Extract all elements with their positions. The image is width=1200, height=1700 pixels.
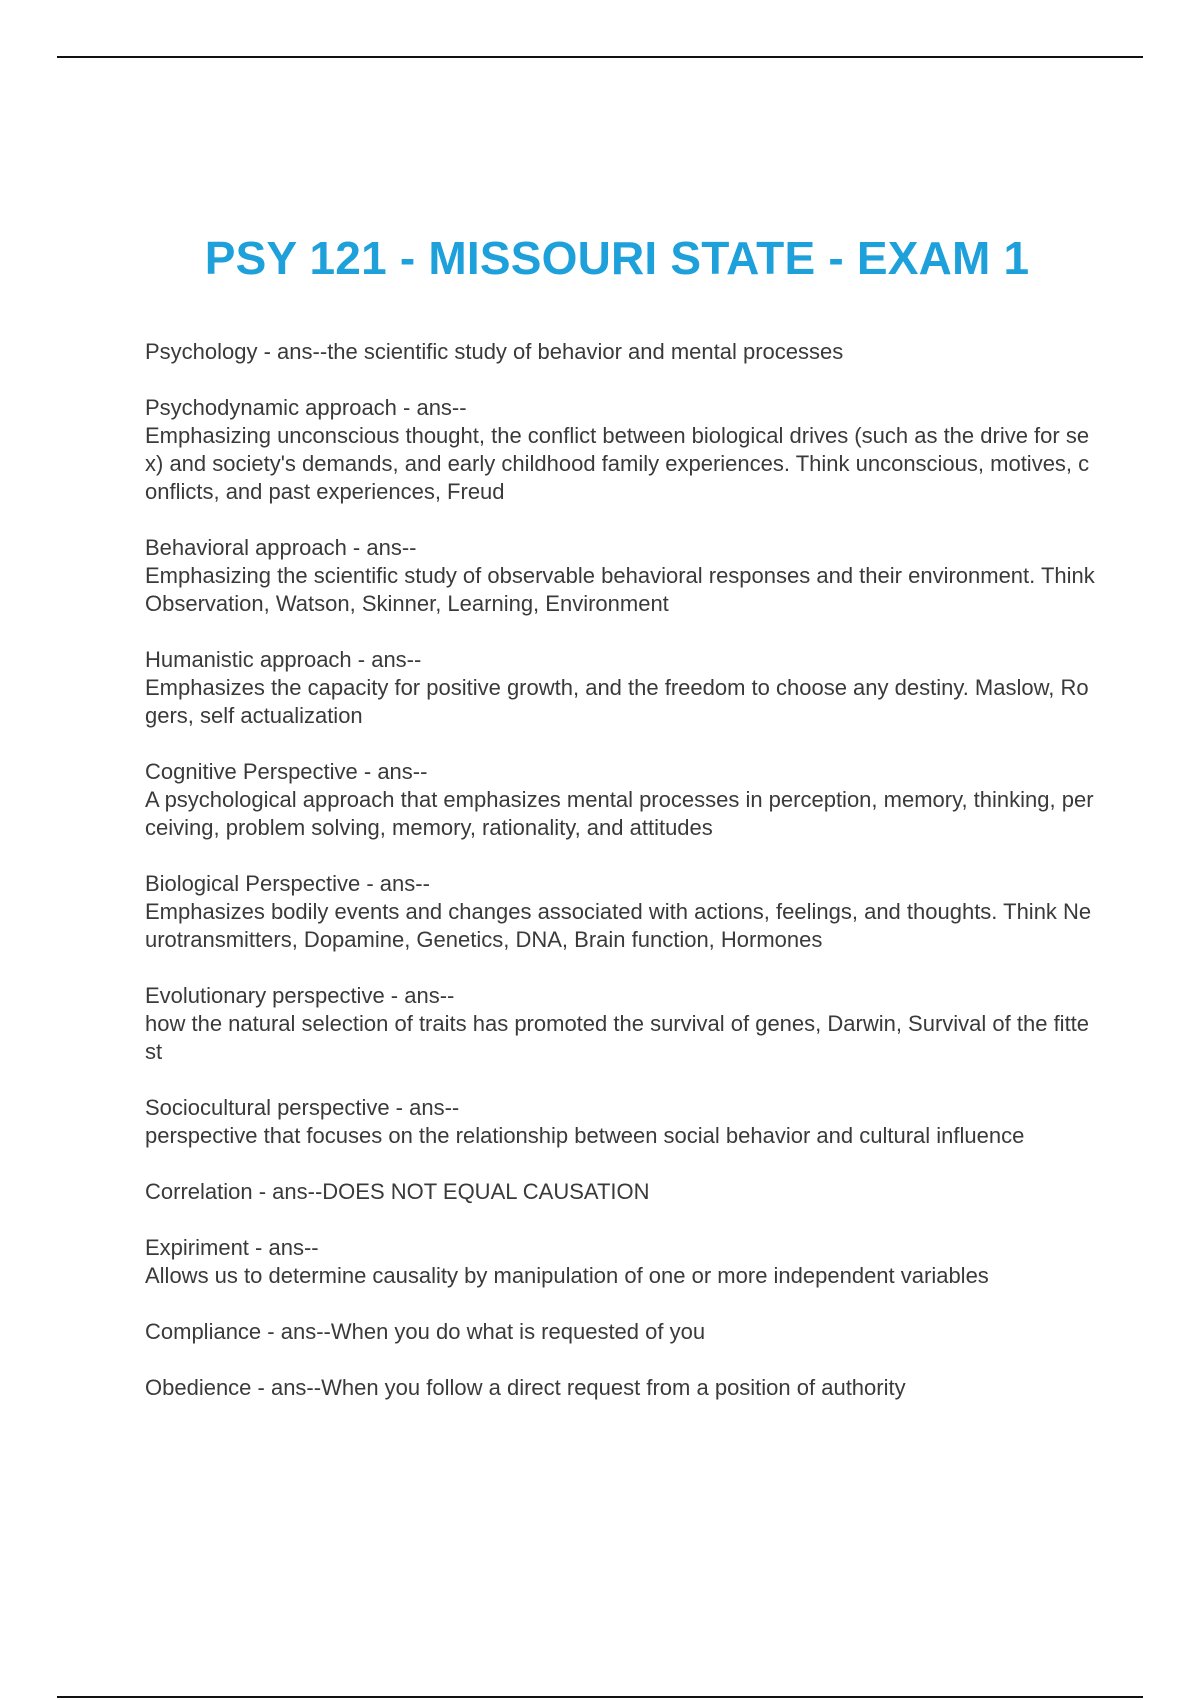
list-item <box>145 534 1095 618</box>
entry-term: Sociocultural perspective - ans-- <box>145 1095 460 1120</box>
bottom-divider <box>57 1696 1143 1698</box>
entry-definition: When you do what is requested of you <box>330 1319 706 1344</box>
list-item <box>145 1234 1095 1290</box>
entry-term: Correlation - ans-- <box>145 1179 323 1204</box>
list-item <box>145 1318 1095 1346</box>
entry-term: Psychology - ans-- <box>145 339 328 364</box>
list-item <box>145 758 1095 842</box>
entry-term: Cognitive Perspective - ans-- <box>145 759 428 784</box>
list-item <box>145 1374 1095 1402</box>
top-divider <box>57 56 1143 58</box>
entry-term: Evolutionary perspective - ans-- <box>145 983 455 1008</box>
list-item <box>145 646 1095 730</box>
entry-term: Compliance - ans-- <box>145 1319 331 1344</box>
flashcard-list <box>145 338 1095 1430</box>
entry-definition: perspective that focuses on the relationship between social behavior and cultural influence <box>145 1123 1025 1148</box>
list-item <box>145 982 1095 1066</box>
entry-term: Behavioral approach - ans-- <box>145 535 417 560</box>
list-item <box>145 1178 1095 1206</box>
document-title: PSY 121 - MISSOURI STATE - EXAM 1 <box>204 231 1030 284</box>
list-item <box>145 338 1095 366</box>
entry-term: Expiriment - ans-- <box>145 1235 319 1260</box>
entry-definition: Emphasizes bodily events and changes associated with actions, feelings, and thoughts. Think Neurotransmitters, Dopamine, Genetics, DNA, Brain function, Hormones <box>145 899 1092 952</box>
list-item <box>145 1094 1095 1150</box>
entry-term: Humanistic approach - ans-- <box>145 647 422 672</box>
entry-definition: Allows us to determine causality by manipulation of one or more independent variables <box>145 1263 989 1288</box>
entry-definition: the scientific study of behavior and mental processes <box>327 339 844 364</box>
entry-definition: Emphasizes the capacity for positive growth, and the freedom to choose any destiny. Maslow, Rogers, self actualization <box>145 675 1089 728</box>
list-item <box>145 394 1095 506</box>
list-item <box>145 870 1095 954</box>
entry-definition: Emphasizing the scientific study of observable behavioral responses and their environment. Think Observation, Watson, Skinner, Learning, Environment <box>145 563 1095 616</box>
entry-term: Biological Perspective - ans-- <box>145 871 430 896</box>
entry-term: Psychodynamic approach - ans-- <box>145 395 467 420</box>
entry-term: Obedience - ans-- <box>145 1375 322 1400</box>
entry-definition: how the natural selection of traits has promoted the survival of genes, Darwin, Survival of the fittest <box>145 1011 1090 1064</box>
entry-definition: A psychological approach that emphasizes mental processes in perception, memory, thinking, perceiving, problem solving, memory, rationality, and attitudes <box>145 787 1094 840</box>
entry-definition: DOES NOT EQUAL CAUSATION <box>322 1179 650 1204</box>
entry-definition: Emphasizing unconscious thought, the conflict between biological drives (such as the drive for sex) and society's demands, and early childhood family experiences. Think unconscious, motives, conflicts, and past experiences, Freud <box>145 423 1090 504</box>
entry-definition: When you follow a direct request from a position of authority <box>321 1375 906 1400</box>
